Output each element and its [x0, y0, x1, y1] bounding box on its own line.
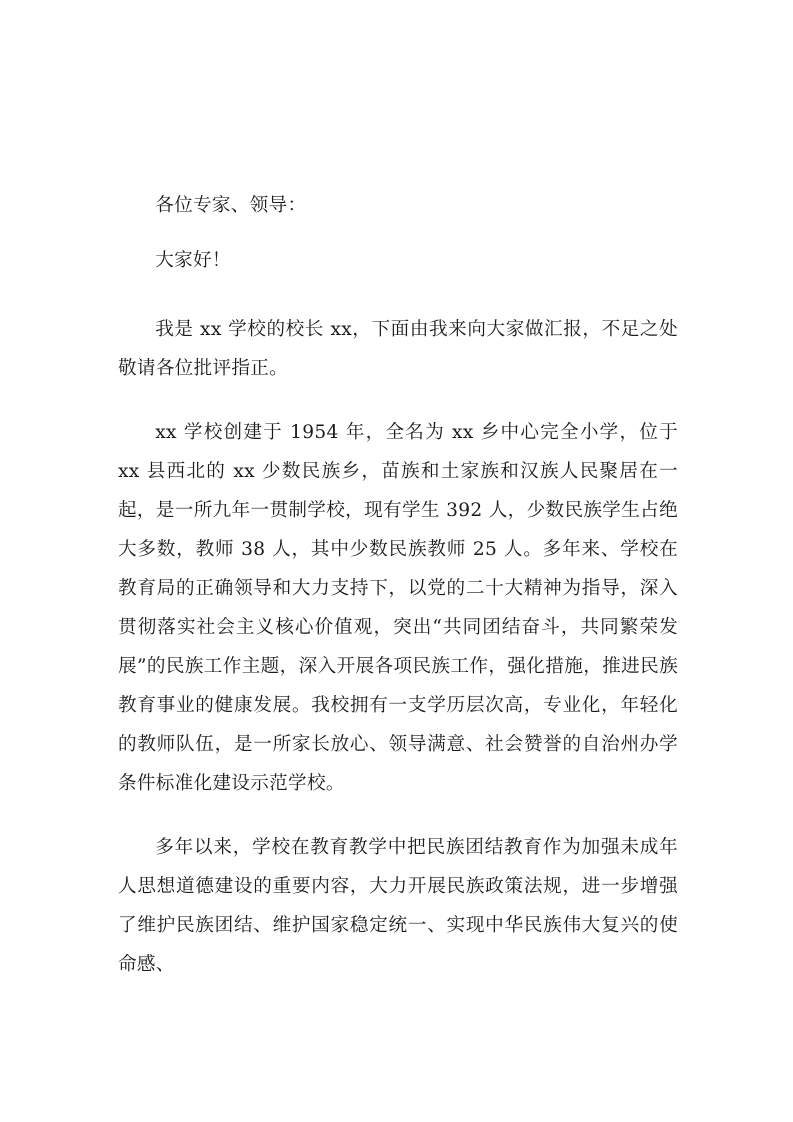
paragraph-school-overview: xx 学校创建于 1954 年，全名为 xx 乡中心完全小学，位于 xx 县西北的 xx 少数民族乡，苗族和土家族和汉族人民聚居在一起，是一所九年一贯制学校，现有学生 392 人，少数民族学生占绝大多数，教师 38 人，其中少数民族教师 25 人。多年来、学校在教育局的正确领导和大力支持下，以党的二十大精神为指导，深入贯彻落实社会主义核心价值观，突出“共同团结奋斗，共同繁荣发展”的民族工作主题，深入开展各项民族工作，强化措施，推进民族教育事业的健康发展。我校拥有一支学历层次高，专业化，年轻化的教师队伍，是一所家长放心、领导满意、社会赞誉的自治州办学条件标准化建设示范学校。	[118, 422, 678, 794]
document-page	[118, 186, 678, 984]
paragraph-ethnic-unity-education: 多年以来，学校在教育教学中把民族团结教育作为加强未成年人思想道德建设的重要内容，大力开展民族政策法规，进一步增强了维护民族团结、维护国家稳定统一、实现中华民族伟大复兴的使命感、	[118, 837, 678, 975]
greeting: 大家好！	[155, 250, 231, 271]
paragraph-intro: 我是 xx 学校的校长 xx，下面由我来向大家做汇报，不足之处敬请各位批评指正。	[118, 319, 678, 379]
salutation: 各位专家、领导：	[155, 195, 307, 216]
